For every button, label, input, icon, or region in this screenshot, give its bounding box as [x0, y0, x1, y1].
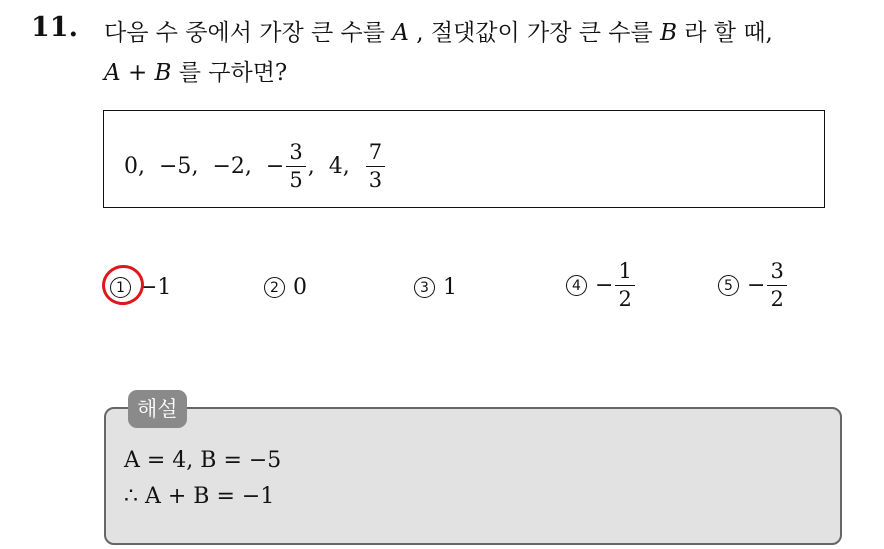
- fraction: [767, 261, 786, 310]
- denominator: 3: [368, 168, 383, 192]
- fraction: [615, 261, 634, 310]
- number-item: 4: [328, 154, 343, 179]
- solution-line-1: A = 4, B = −5: [124, 448, 282, 473]
- question-number: 11.: [31, 12, 78, 43]
- separator: ,: [342, 154, 350, 179]
- plus-operator: +: [127, 60, 148, 86]
- number-item: −2: [212, 154, 245, 179]
- question-text: 를 구하면?: [178, 60, 288, 86]
- choice-marker: 2: [264, 277, 285, 298]
- separator: ,: [138, 154, 145, 179]
- denominator: 5: [289, 168, 303, 192]
- question-line-1: [104, 14, 773, 47]
- choice-marker: 3: [414, 277, 435, 298]
- choice-value: 1: [443, 275, 457, 300]
- separator: ,: [191, 154, 199, 179]
- numbers-list: [124, 142, 387, 191]
- variable-b: B: [154, 60, 172, 86]
- choice-marker: 1: [110, 277, 131, 298]
- choice-value: 0: [293, 275, 307, 300]
- choice-marker: 5: [718, 275, 739, 296]
- choice-4[interactable]: [566, 261, 637, 310]
- solution-line-2: ∴ A + B = −1: [124, 484, 275, 509]
- question-text: 다음 수 중에서 가장 큰 수를: [104, 20, 385, 46]
- choice-sign: −: [595, 273, 614, 298]
- denominator: 2: [770, 287, 784, 311]
- number-item: −5: [159, 154, 192, 179]
- numerator: 3: [286, 142, 305, 167]
- question-text: , 절댓값이 가장 큰 수를: [416, 20, 653, 46]
- variable-a: A: [104, 60, 121, 86]
- fraction: [366, 142, 385, 191]
- selected-answer-mark: [98, 261, 147, 309]
- question-line-2: [104, 54, 287, 87]
- separator: ,: [244, 154, 252, 179]
- denominator: 2: [618, 287, 632, 311]
- question-text: 라 할 때,: [684, 20, 773, 46]
- number-item: 0: [124, 154, 138, 179]
- variable-b: B: [660, 20, 677, 46]
- fraction-sign: −: [265, 154, 285, 179]
- numerator: 1: [615, 261, 634, 286]
- variable-a: A: [392, 20, 409, 46]
- choice-sign: −: [747, 273, 766, 298]
- choice-value: −1: [139, 275, 172, 300]
- numerator: 7: [366, 142, 385, 167]
- solution-label: 해설: [128, 390, 187, 428]
- choice-3[interactable]: [414, 275, 457, 300]
- solution-box: [104, 407, 842, 545]
- fraction: [286, 142, 305, 191]
- separator: ,: [307, 154, 315, 179]
- choice-5[interactable]: [718, 261, 789, 310]
- choice-2[interactable]: [264, 275, 307, 300]
- numerator: 3: [767, 261, 786, 286]
- choice-marker: 4: [566, 275, 587, 296]
